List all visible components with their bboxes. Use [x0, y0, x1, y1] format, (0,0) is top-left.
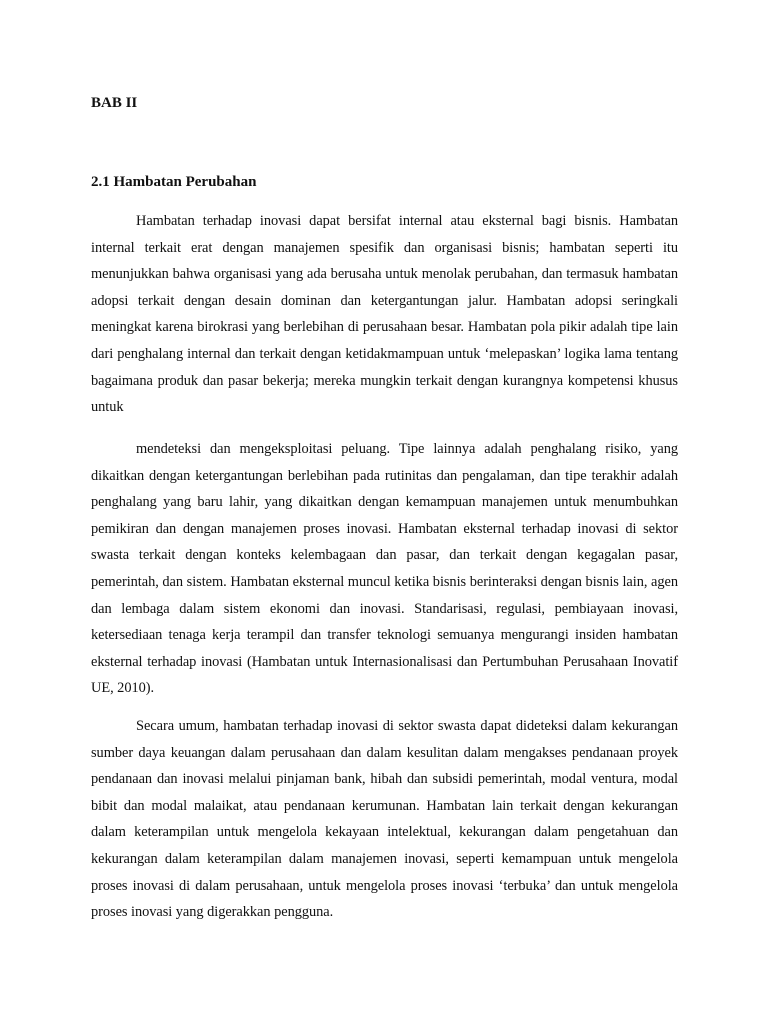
- body-paragraph-2: mendeteksi dan mengeksploitasi peluang. Tipe lainnya adalah penghalang risiko, yang dikaitkan dengan ketergantungan berlebihan pada rutinitas dan pengalaman, dan tipe terakhir adalah penghalang yang baru lahir, yang dikaitkan dengan kemampuan manajemen untuk menumbuhkan pemikiran dan dengan manajemen proses inovasi. Hambatan eksternal terhadap inovasi di sektor swasta terkait dengan konteks kelembagaan dan pasar, dan terkait dengan kegagalan pasar, pemerintah, dan sistem. Hambatan eksternal muncul ketika bisnis berinteraksi dengan bisnis lain, agen dan lembaga dalam sistem ekonomi dan inovasi. Standarisasi, regulasi, pembiayaan inovasi, ketersediaan tenaga kerja terampil dan transfer teknologi semuanya mengurangi insiden hambatan eksternal terhadap inovasi (Hambatan untuk Internasionalisasi dan Pertumbuhan Perusahaan Inovatif UE, 2010).: [91, 441, 678, 697]
- body-paragraph-1: Hambatan terhadap inovasi dapat bersifat internal atau eksternal bagi bisnis. Hambatan internal terkait erat dengan manajemen spesifik dan organisasi bisnis; hambatan seperti itu menunjukkan bahwa organisasi yang ada berusaha untuk menolak perubahan, dan termasuk hambatan adopsi terkait dengan desain dominan dan ketergantungan jalur. Hambatan adopsi seringkali meningkat karena birokrasi yang berlebihan di perusahaan besar. Hambatan pola pikir adalah tipe lain dari penghalang internal dan terkait dengan ketidakmampuan untuk ‘melepaskan’ logika lama tentang bagaimana produk dan pasar bekerja; mereka mungkin terkait dengan kurangnya kompetensi khusus untuk: [91, 213, 678, 416]
- section-heading: 2.1 Hambatan Perubahan: [91, 174, 257, 190]
- body-paragraph-3: Secara umum, hambatan terhadap inovasi di sektor swasta dapat dideteksi dalam kekurangan sumber daya keuangan dalam perusahaan dan dalam kesulitan dalam mengakses pendanaan proyek pendanaan dan inovasi melalui pinjaman bank, hibah dan subsidi pemerintah, modal ventura, modal bibit dan modal malaikat, atau pendanaan kerumunan. Hambatan lain terkait dengan kekurangan dalam keterampilan untuk mengelola kekayaan intelektual, kekurangan dalam pengetahuan dan kekurangan dalam keterampilan dalam manajemen inovasi, seperti kemampuan untuk mengelola proses inovasi di dalam perusahaan, untuk mengelola proses inovasi ‘terbuka’ dan untuk mengelola proses inovasi yang digerakkan pengguna.: [91, 718, 678, 921]
- chapter-heading: BAB II: [91, 95, 138, 111]
